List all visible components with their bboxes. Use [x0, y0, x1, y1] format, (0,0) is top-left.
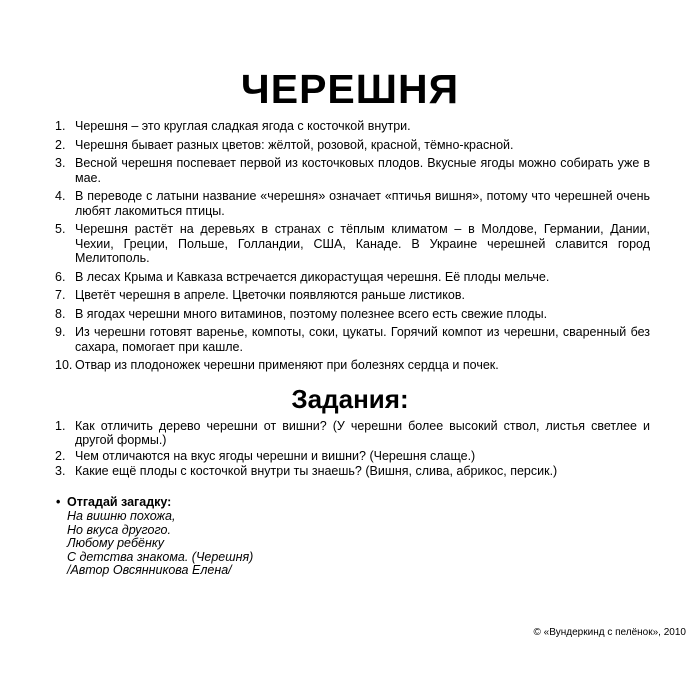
- riddle-heading-row: [56, 496, 650, 510]
- fact-item: Цветёт черешня в апреле. Цветочки появляются раньше листиков.: [75, 288, 465, 302]
- fact-item: Черешня бывает разных цветов: жёлтой, розовой, красной, тёмно-красной.: [75, 137, 514, 152]
- task-item: Чем отличаются на вкус ягоды черешни и вишни? (Черешня слаще.): [75, 448, 476, 463]
- fact-item: В ягодах черешни много витаминов, поэтому полезнее всего есть свежие плоды.: [75, 306, 548, 321]
- fact-item: Из черешни готовят варенье, компоты, соки, цукаты. Горячий компот из черешни, сваренный без сахара, помогает при кашле.: [75, 325, 650, 354]
- fact-item: Черешня растёт на деревьях в странах с тёплым климатом – в Молдове, Германии, Дании, Чехии, Греции, Польше, Голландии, США, Канаде. В Украине черешней славится город Мелитополь.: [75, 222, 650, 265]
- fact-item: В лесах Крыма и Кавказа встречается дикорастущая черешня. Её плоды мельче.: [75, 269, 550, 284]
- fact-item: Черешня – это круглая сладкая ягода с косточкой внутри.: [75, 119, 411, 133]
- facts-list: [55, 119, 650, 373]
- riddle-line: С детства знакома. (Черешня): [67, 549, 254, 564]
- riddle-line: Любому ребёнку: [67, 536, 165, 550]
- riddle-section: [56, 496, 650, 578]
- riddle-heading: Отгадай загадку:: [67, 494, 172, 509]
- fact-item: В переводе с латыни название «черешня» означает «птичья вишня», потому что черешней очень любят лакомиться птицы.: [75, 189, 650, 218]
- page-title: ЧЕРЕШНЯ: [240, 66, 460, 112]
- tasks-heading: Задания:: [291, 383, 409, 414]
- task-item: Как отличить дерево черешни от вишни? (У черешни более высокий ствол, листья светлее и другой формы.): [75, 418, 650, 447]
- fact-item: Весной черешня поспевает первой из косточковых плодов. Вкусные ягоды можно собирать уже в мае.: [75, 156, 650, 185]
- copyright-footer: © «Вундеркинд с пелёнок», 2010: [533, 627, 686, 638]
- bullet-icon: •: [56, 494, 61, 509]
- riddle-line: /Автор Овсянникова Елена/: [67, 563, 232, 577]
- riddle-line: Но вкуса другого.: [67, 522, 171, 537]
- riddle-line: На вишню похожа,: [67, 509, 176, 523]
- fact-item: Отвар из плодоножек черешни применяют при болезнях сердца и почек.: [75, 358, 499, 372]
- tasks-list: [55, 419, 650, 479]
- task-item: Какие ещё плоды с косточкой внутри ты знаешь? (Вишня, слива, абрикос, персик.): [75, 464, 558, 478]
